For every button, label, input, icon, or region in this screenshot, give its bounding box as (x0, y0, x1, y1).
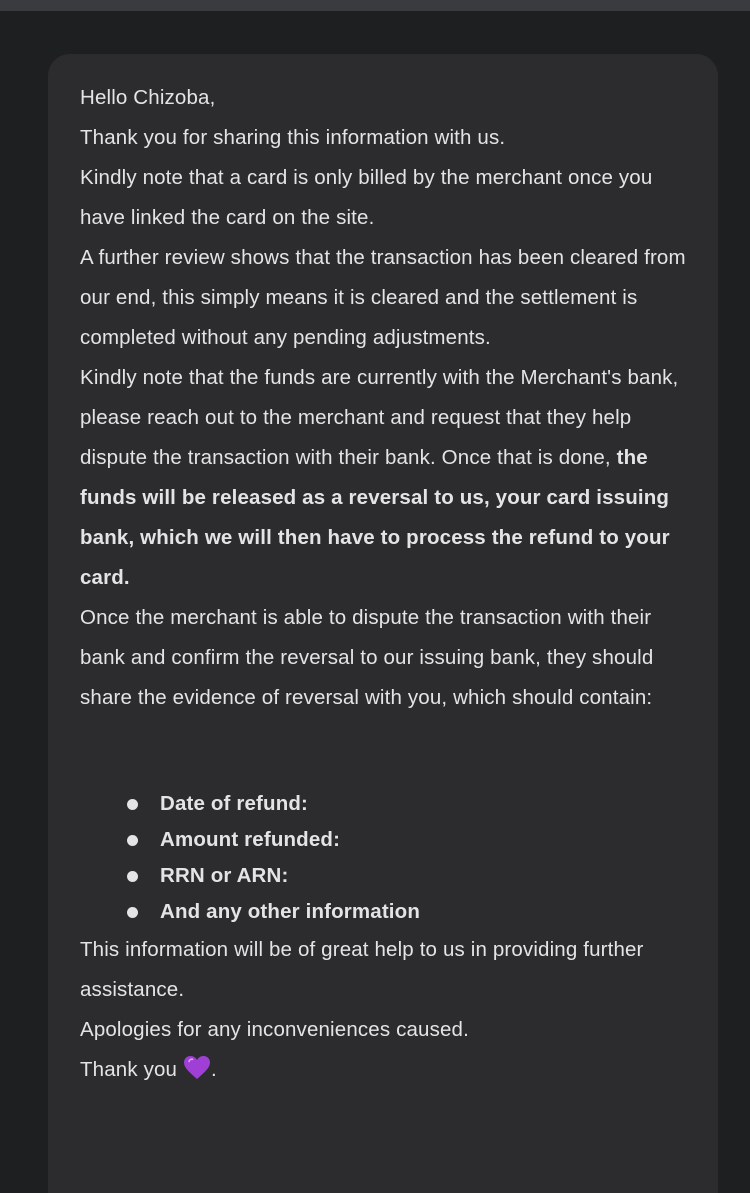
funds-bold-text: the funds will be released as a reversal to us, your card issuing bank, which we will then have to process the refund to your card. (80, 446, 670, 589)
closing-text: Thank you (80, 1058, 178, 1081)
list-item-label: Amount refunded: (160, 828, 341, 851)
purple-heart-icon (183, 1055, 211, 1081)
list-item (80, 858, 692, 894)
review-text: A further review shows that the transaction has been cleared from our end, this simply means it is cleared and the settlement is completed without any pending adjustments. (80, 246, 686, 349)
billing-text: Kindly note that a card is only billed by the merchant once you have linked the card on the site. (80, 166, 653, 229)
help-text: This information will be of great help to us in providing further assistance. (80, 938, 644, 1001)
closing-line (80, 1050, 692, 1090)
greeting-text: Hello Chizoba, (80, 86, 216, 109)
bullet-icon (127, 907, 138, 918)
evidence-text: Once the merchant is able to dispute the transaction with their bank and confirm the reversal to our issuing bank, they should share the evidence of reversal with you, which should contain: (80, 606, 654, 709)
list-item-label: Date of refund: (160, 792, 309, 815)
thanks-text: Thank you for sharing this information with us. (80, 126, 506, 149)
list-item (80, 822, 692, 858)
message-card (48, 54, 718, 1193)
list-item (80, 786, 692, 822)
funds-text: Kindly note that the funds are currently with the Merchant's bank, please reach out to the merchant and request that they help dispute the transaction with their bank. Once that is done, (80, 366, 679, 469)
list-item-label: RRN or ARN: (160, 864, 289, 887)
list-item-label: And any other information (160, 900, 420, 923)
bullet-icon (127, 835, 138, 846)
spacer (80, 718, 692, 786)
list-item (80, 894, 692, 930)
apology-text: Apologies for any inconveniences caused. (80, 1018, 469, 1041)
evidence-list (80, 786, 692, 930)
message-body (80, 78, 692, 1090)
closing-punct: . (210, 1058, 217, 1081)
bullet-icon (127, 871, 138, 882)
top-bar (0, 0, 750, 11)
funds-paragraph (80, 358, 692, 598)
bullet-icon (127, 799, 138, 810)
